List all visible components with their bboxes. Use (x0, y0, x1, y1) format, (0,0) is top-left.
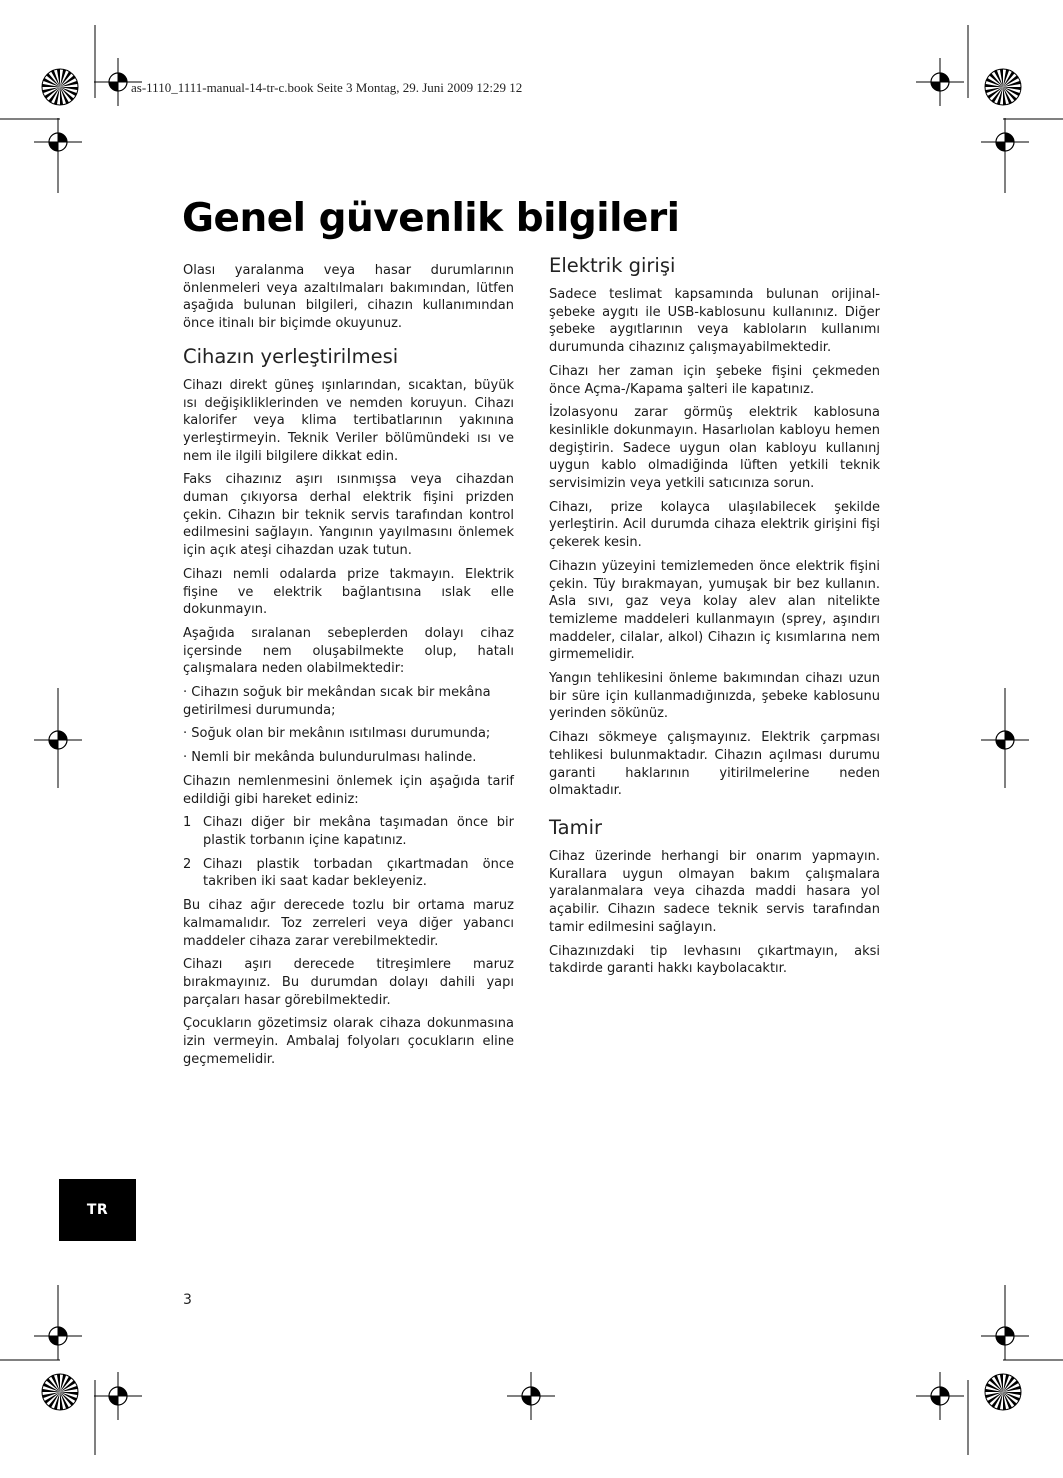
intro-paragraph: Olası yaralanma veya hasar durumlarının önlenmeleri veya azaltılmaları bakımından, lütfen aşağıda bulunan bilgileri, cihazın kullanımından önce itinalı bir biçimde okuyunuz. (183, 263, 514, 332)
registration-crosshair-icon (916, 58, 964, 106)
paragraph: Cihazı her zaman için şebeke fişini çekmeden önce Açma-/Kapama şalteri ile kapatınız. (549, 363, 880, 397)
paragraph: Faks cihazınız aşırı ısınmışsa veya cihazdan duman çıkıyorsa derhal elektrik fişini prizden çekin. Cihazın bir teknik servis tarafından kontrol edilmesini sağlayın. Yangının yayılmasını önlemek için açık ateşi cihazdan uzak tutun. (183, 472, 514, 559)
registration-crosshair-icon (34, 118, 82, 166)
paragraph: Cihazın nemlenmesini önlemek için aşağıda tarif edildiği gibi hareket ediniz: (183, 773, 514, 807)
paragraph: Cihazı, prize kolayca ulaşılabilecek şekilde yerleştirin. Acil durumda cihaza elektrik girişini fişi çekerek kesin. (549, 499, 880, 551)
paragraph: Cihazı aşırı derecede titreşimlere maruz bırakmayınız. Bu durumdan dolayı dahili yapı parçaları hasar görebilmektedir. (183, 957, 514, 1008)
page-number: 3 (183, 1292, 192, 1308)
right-column (549, 254, 880, 984)
paragraph: Cihazın yüzeyini temizlemeden önce elektrik fişini çekin. Tüy bırakmayan, yumuşak bir bez kullanın. Asla sıvı, gaz veya kolay alev alan nitelikte temizleme maddeleri kullanmayın (sprey, aşındırı maddeler, cilalar, alkol) Cihazın iç kısımlarına nem girmemelidir. (549, 558, 880, 663)
section-heading-repair: Tamir (549, 815, 603, 839)
bullet-item: · Soğuk olan bir mekânın ısıtılması durumunda; (183, 726, 491, 742)
registration-starburst-icon (42, 1374, 78, 1410)
numbered-step (183, 856, 514, 891)
registration-crosshair-icon (916, 1372, 964, 1420)
registration-crosshair-icon (981, 118, 1029, 166)
paragraph: Sadece teslimat kapsamında bulunan orijinal-şebeke aygıtı ile USB-kablosunu kullanınız. Diğer şebeke aygıtlarının veya kabloların kullanımı durumunda cihazınız çalışmayabilmektedir. (549, 287, 880, 356)
registration-crosshair-icon (34, 716, 82, 764)
left-column (183, 262, 514, 1074)
step-number: 2 (183, 856, 192, 872)
registration-crosshair-icon (981, 1312, 1029, 1360)
registration-starburst-icon (985, 1374, 1021, 1410)
registration-crosshair-icon (981, 716, 1029, 764)
section-heading-power: Elektrik girişi (549, 254, 676, 277)
section-heading-placement: Cihazın yerleştirilmesi (183, 344, 399, 368)
bullet-item: · Nemli bir mekânda bulundurulması halinde. (183, 750, 477, 766)
paragraph: İzolasyonu zarar görmüş elektrik kablosuna kesinlikle dokunmayın. Hasarlıolan kabloyu hemen degiştirin. Sadece uygun olan kabloyu kullanınj uygun kablo olmadiğinda lüften yetkili teknik servisimizin veya yetkili satıcınıza sorun. (549, 405, 880, 492)
registration-crosshair-icon (507, 1372, 555, 1420)
registration-starburst-icon (42, 69, 78, 105)
paragraph: Cihazınızdaki tip levhasını çıkartmayın, aksi takdirde garanti hakkı kaybolacaktır. (549, 943, 880, 977)
paragraph: Cihazı direkt güneş ışınlarından, sıcaktan, büyük ısı değişikliklerinden ve nemden koruyun. Cihazı kalorifer veya klima tertibatlarının yakınına yerleştirmeyin. Teknik Veriler bölümündeki ısı ve nem ile ilgili bilgilere dikkat edin. (183, 377, 514, 464)
language-tab: TR (59, 1179, 136, 1241)
paragraph: Yangın tehlikesini önleme bakımından cihazı uzun bir süre için kullanmadığınızda, şebeke kablosunu yerinden sökünüz. (549, 671, 880, 722)
paragraph: Cihaz üzerinde herhangi bir onarım yapmayın. Kurallara uygun olmayan bakım çalışmalara yaralanmalara veya cihazda maddi hasara yol açabilir. Cihazın sadece teknik servis tarafından tamir edilmesini sağlayın. (549, 848, 880, 935)
paragraph: Bu cihaz ağır derecede tozlu bir ortama maruz kalmamalıdır. Toz zerreleri veya diğer yabancı maddeler cihaza zarar verebilmektedir. (183, 898, 514, 949)
page-title: Genel güvenlik bilgileri (182, 196, 680, 241)
registration-crosshair-icon (94, 1372, 142, 1420)
paragraph: Çocukların gözetimsiz olarak cihaza dokunmasına izin vermeyin. Ambalaj folyoları çocukların eline geçmemelidir. (183, 1016, 514, 1067)
step-number: 1 (183, 815, 192, 831)
file-info-header: as-1110_1111-manual-14-tr-c.book Seite 3 Montag, 29. Juni 2009 12:29 12 (131, 80, 523, 95)
bullet-item: · Cihazın soğuk bir mekândan sıcak bir mekâna getirilmesi durumunda; (183, 685, 491, 718)
paragraph: Cihazı sökmeye çalışmayınız. Elektrik çarpması tehlikesi bulunmaktadır. Cihazın açılması durumu garanti haklarının yitirilmelerine neden olmaktadır. (549, 730, 880, 799)
registration-starburst-icon (985, 69, 1021, 105)
step-text: Cihazı diğer bir mekâna taşımadan önce bir plastik torbanın içine kapatınız. (203, 815, 514, 848)
step-text: Cihazı plastik torbadan çıkartmadan önce takriben iki saat kadar bekleyeniz. (203, 856, 514, 890)
registration-crosshair-icon (34, 1312, 82, 1360)
paragraph: Aşağıda sıralanan sebeplerden dolayı cihaz içersinde nem oluşabilmekte olup, hatalı çalışmalara neden olabilmektedir: (183, 625, 514, 677)
paragraph: Cihazı nemli odalarda prize takmayın. Elektrik fişine ve elektrik bağlantısına ıslak elle dokunmayın. (183, 566, 514, 618)
numbered-step (183, 814, 514, 849)
